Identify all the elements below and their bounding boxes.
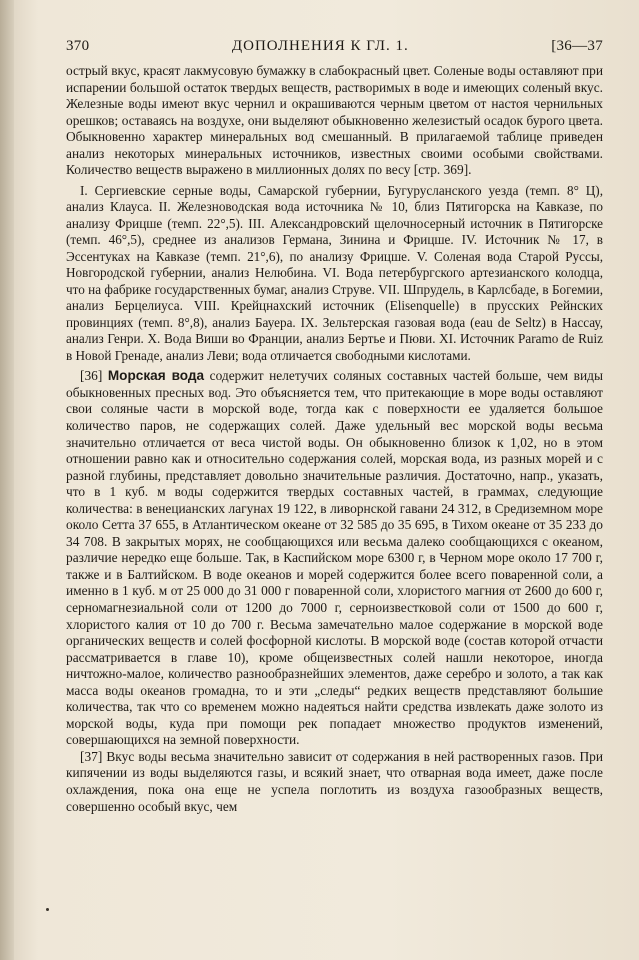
note-36-marker: [36] — [80, 368, 103, 384]
note-37 — [66, 749, 603, 815]
paragraph-intro: острый вкус, красят лакмусовую бумажку в слабокрасный цвет. Соленые воды оставляют при испарении большой остаток твердых веществ, растворимых в воде и имеющих соленый вкус. Железные воды имеют вкус чернил и окрашиваются черным цветом от настоя чернильных орешков; оставаясь на воздухе, они выделяют обыкновенно железистый осадок бурого цвета. Обыкновенно характер минеральных вод смешанный. В прилагаемой таблице приведен анализ некоторых минеральных источников, известных своими особыми свойствами. Количество веществ выражено в миллионных долях по весу [стр. 369]. — [66, 63, 603, 178]
note-range: [36—37 — [551, 38, 603, 54]
note-36 — [66, 368, 603, 749]
paragraph-table-legend: I. Сергиевские серные воды, Самарской губернии, Бугурусланского уезда (темп. 8° Ц), анализ Клауса. II. Железноводская вода источника № 10, близ Пятигорска на Кавказе, по анализу Фрицше (темп. 22°,5). III. Александровский щелочносерный источник в Пятигорске (темп. 46°,5), среднее из анализов Германа, Зинина и Фрицше. IV. Источник № 17, в Эссентуках на Кавказе (темп. 21°,6), по анализу Фрицше. V. Соленая вода Старой Руссы, Новгородской губернии, анализ Нелюбина. VI. Вода петербургского артезианского колодца, что на фабрике государственных бумаг, анализ Струве. VII. Шпрудель, в Карлсбаде, в Богемии, анализ Берцелиуса. VIII. Крейцнахский источник (Elisenquelle) в прусских Рейнских провинциях (темп. 8°,8), анализ Бауера. IX. Зельтерская газовая вода (eau de Seltz) в Нассау, анализ Генри. X. Вода Виши во Франции, анализ Бертье и Пюви. XI. Источник Paramo de Ruiz в Новой Гренаде, анализ Леви; вода отличается свободными кислотами. — [66, 182, 603, 363]
note-36-text: содержит нелетучих соляных составных частей больше, чем виды обыкновенных пресных вод. Это объясняется тем, что притекающие в море воды оставляют свои соляные части в морской воде, тогда как с поверхности ее удаляется большое количество паров, не содержащих солей. Даже удельный вес морской воды весьма значительно отличается от веса чистой воды. Он обыкновенно близок к 1,02, но в этом отношении равно как и относительно содержания солей, морская вода, из разных морей и с разной глубины, представляет довольно значительные различия. Достаточно, напр., указать, что в 1 куб. м воды содержится твердых составных частей, в граммах, следующие количества: в венецианских лагунах 19 122, в ливорнской гавани 24 312, в Средиземном море около Сетта 37 655, в Атлантическом океане от 32 585 до 35 695, в Тихом океане от 35 233 до 34 708. В закрытых морях, не сообщающихся или весьма далеко сообщающихся с океаном, различие нередко еще больше. Так, в Каспийском море 6300 г, в Черном море около 17 700 г, также и в Балтийском. В воде океанов и морей содержится более всего поваренной соли, а именно в 1 куб. м от 25 000 до 31 000 г поваренной соли, хлористого магния от 2600 до 600 г, серномагнезиальной соли от 1200 до 7000 г, сернoизвестковой соли от 1500 до 600 г, хлористого калия от 10 до 700 г. Весьма замечательно малое содержание в морской воде органических веществ и солей фосфорной кислоты. В морской воде (состав которой отчасти рассматривается в главе 10), кроме общеизвестных солей нашли некоторое, иногда ничтожно-малое, количество разнообразнейших элементов, даже серебро и золото, а так как масса воды океанов громадна, то и эти „следы“ редких веществ представляют большие количества, так что со временем можно надеяться найти средства извлекать даже золото из морской воды, куда при помощи рек попадает множество продуктов изменений, совершающихся на земной поверхности. — [66, 368, 603, 748]
note-36-heading: Морская вода — [107, 368, 205, 384]
note-37-marker: [37] — [80, 748, 103, 764]
page-number: 370 — [66, 38, 90, 54]
book-spine-shadow — [0, 0, 14, 960]
ink-speck — [46, 908, 49, 911]
chapter-supplement-title: ДОПОЛНЕНИЯ К ГЛ. 1. — [231, 38, 409, 54]
text-column — [66, 63, 603, 815]
running-head — [66, 38, 603, 55]
note-37-text: Вкус воды весьма значительно зависит от содержания в ней растворенных газов. При кипячении из воды выделяются газы, и всякий знает, что отварная вода имеет, даже после охлаждения, пока она еще не успела поглотить из воздуха газообразных веществ, совершенно особый вкус, чем — [66, 748, 603, 814]
